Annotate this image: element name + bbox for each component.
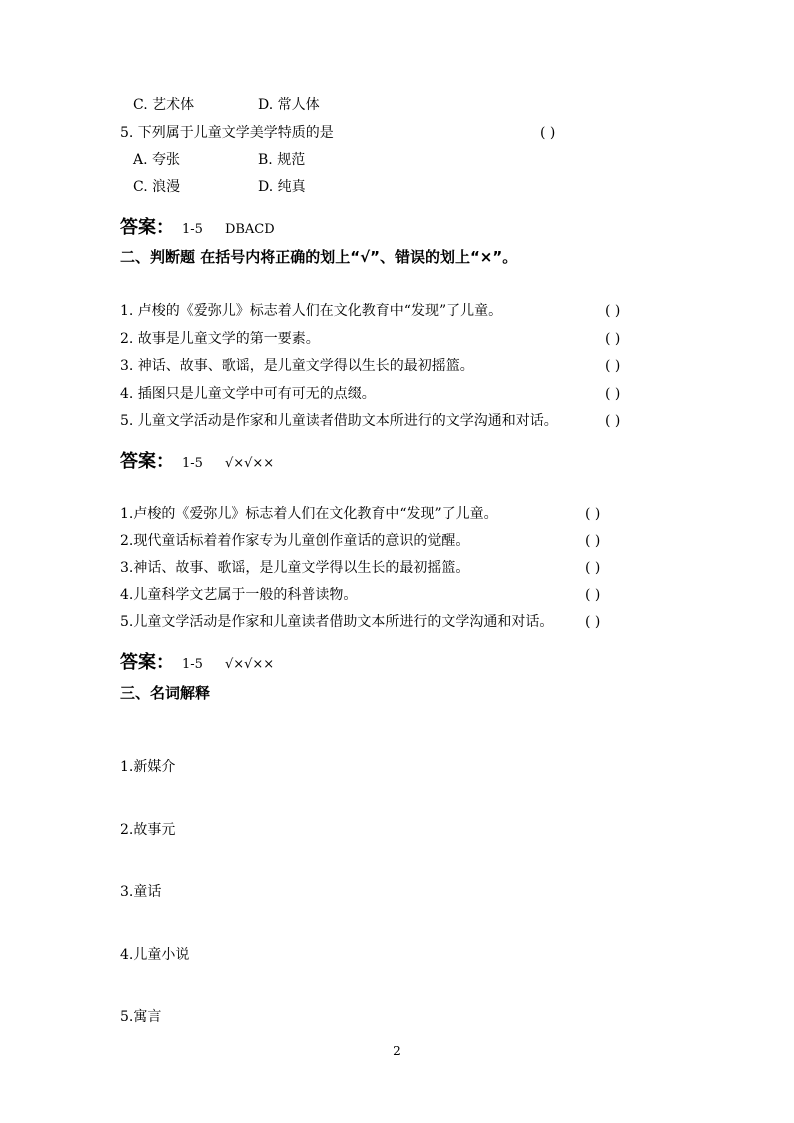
answer-mc bbox=[120, 216, 275, 242]
tf-item-text: 4.儿童科学文艺属于一般的科普读物。 bbox=[120, 587, 358, 603]
answer-range: 1-5 bbox=[182, 222, 203, 237]
tf-item-parens: ( ) bbox=[605, 303, 621, 319]
tf-item-text: 2. 故事是儿童文学的第一要素。 bbox=[120, 330, 320, 347]
tf-item-parens: ( ) bbox=[605, 358, 621, 374]
answer-tf-b bbox=[120, 651, 274, 677]
section2-heading: 二、判断题 在括号内将正确的划上“√”、错误的划上“×”。 bbox=[120, 248, 518, 266]
answer-range: 1-5 bbox=[182, 657, 203, 672]
tf-item-parens: ( ) bbox=[585, 506, 601, 522]
tf-item-text: 1. 卢梭的《爱弥儿》标志着人们在文化教育中“发现”了儿童。 bbox=[120, 303, 503, 319]
tf-item-parens: ( ) bbox=[585, 560, 601, 576]
answer-label: 答案： bbox=[120, 652, 174, 673]
q5-option-c: C. 浪漫 bbox=[133, 179, 181, 195]
tf-item-parens: ( ) bbox=[605, 330, 621, 347]
tf-item-parens: ( ) bbox=[585, 587, 601, 603]
q4-option-d: D. 常人体 bbox=[258, 97, 320, 113]
answer-value: DBACD bbox=[224, 222, 275, 237]
answer-value: √×√×× bbox=[224, 657, 275, 672]
tf-item-parens: ( ) bbox=[585, 533, 601, 549]
term-item: 5.寓言 bbox=[120, 1009, 162, 1025]
answer-label: 答案： bbox=[120, 217, 174, 238]
q5-stem: 5. 下列属于儿童文学美学特质的是 bbox=[120, 125, 334, 141]
tf-item-parens: ( ) bbox=[585, 614, 601, 630]
page-number: 2 bbox=[393, 1044, 401, 1058]
tf-item-text: 3.神话、故事、歌谣，是儿童文学得以生长的最初摇篮。 bbox=[120, 560, 470, 576]
answer-value: √×√×× bbox=[224, 456, 275, 471]
term-item: 4.儿童小说 bbox=[120, 946, 190, 963]
term-item: 3.童话 bbox=[120, 884, 162, 900]
answer-label: 答案： bbox=[120, 451, 174, 472]
q5-option-b: B. 规范 bbox=[258, 152, 306, 168]
q5-option-a: A. 夸张 bbox=[133, 152, 181, 168]
section3-heading: 三、名词解释 bbox=[120, 684, 211, 702]
tf-item-text: 5. 儿童文学活动是作家和儿童读者借助文本所进行的文学沟通和对话。 bbox=[120, 413, 558, 429]
tf-item-text: 3. 神话、故事、歌谣，是儿童文学得以生长的最初摇篮。 bbox=[120, 358, 474, 374]
answer-range: 1-5 bbox=[182, 456, 203, 471]
q5-option-d: D. 纯真 bbox=[258, 179, 306, 195]
tf-item-text: 2.现代童话标着着作家专为儿童创作童话的意识的觉醒。 bbox=[120, 533, 470, 549]
tf-item-parens: ( ) bbox=[605, 385, 621, 402]
tf-item-text: 4. 插图只是儿童文学中可有可无的点缀。 bbox=[120, 385, 376, 402]
tf-item-parens: ( ) bbox=[605, 413, 621, 429]
answer-tf-a bbox=[120, 450, 274, 476]
tf-item-text: 5.儿童文学活动是作家和儿童读者借助文本所进行的文学沟通和对话。 bbox=[120, 614, 554, 630]
q4-option-c: C. 艺术体 bbox=[133, 97, 195, 113]
term-item: 1.新媒介 bbox=[120, 759, 176, 775]
term-item: 2.故事元 bbox=[120, 821, 176, 838]
tf-item-text: 1.卢梭的《爱弥儿》标志着人们在文化教育中“发现”了儿童。 bbox=[120, 506, 498, 522]
q5-answer-parens: ( ) bbox=[540, 125, 556, 141]
